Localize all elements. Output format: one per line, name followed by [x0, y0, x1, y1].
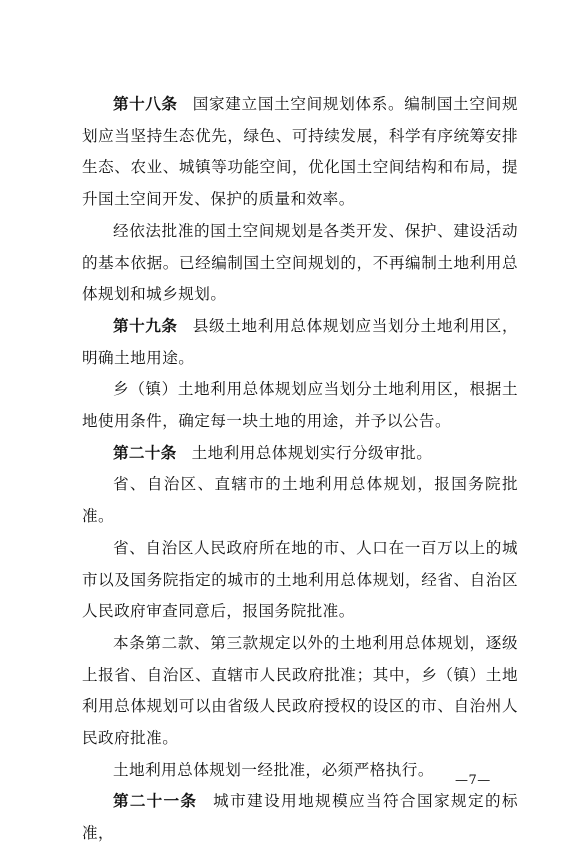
paragraph-text: 经依法批准的国土空间规划是各类开发、保护、建设活动的基本依据。已经编制国土空间规划的，不再编制土地利用总体规划和城乡规划。 [82, 221, 518, 304]
article-heading: 第十九条 [113, 316, 178, 335]
paragraph-text: 土地利用总体规划实行分级审批。 [191, 443, 433, 462]
paragraph-text: 国家建立国土空间规划体系。编制国土空间规划应当坚持生态优先，绿色、可持续发展，科学有序统筹安排生态、农业、城镇等功能空间，优化国土空间结构和布局，提升国土空间开发、保护的质量和效率。 [82, 95, 518, 209]
document-body [82, 89, 518, 850]
article-heading: 第二十条 [113, 443, 177, 462]
article-20-clause-5 [82, 755, 518, 787]
paragraph-text: 土地利用总体规划一经批准，必须严格执行。 [113, 760, 434, 779]
article-20-clause-4 [82, 628, 518, 755]
article-18-clause-2 [82, 216, 518, 311]
paragraph-text: 省、自治区、直辖市的土地利用总体规划，报国务院批准。 [82, 475, 518, 526]
article-19-clause-2 [82, 374, 518, 437]
paragraph-text: 省、自治区人民政府所在地的市、人口在一百万以上的城市以及国务院指定的城市的土地利用总体规划，经省、自治区人民政府审查同意后，报国务院批准。 [82, 538, 518, 621]
article-heading: 第二十一条 [113, 792, 198, 811]
article-20-clause-3 [82, 533, 518, 628]
article-21-paragraph [82, 786, 518, 849]
article-19-paragraph [82, 311, 518, 374]
paragraph-text: 城市建设用地规模应当符合国家规定的标准， [82, 792, 518, 843]
paragraph-text: 县级土地利用总体规划应当划分土地利用区，明确土地用途。 [82, 316, 518, 367]
article-20-paragraph [82, 438, 518, 470]
article-heading: 第十八条 [113, 95, 178, 113]
paragraph-text: 本条第二款、第三款规定以外的土地利用总体规划，逐级上报省、自治区、直辖市人民政府批准；其中，乡（镇）土地利用总体规划可以由省级人民政府授权的设区的市、自治州人民政府批准。 [82, 633, 518, 748]
paragraph-text: 乡（镇）土地利用总体规划应当划分土地利用区，根据土地使用条件，确定每一块土地的用途，并予以公告。 [82, 380, 518, 431]
article-20-clause-2 [82, 469, 518, 532]
page-number: —7— [455, 773, 491, 788]
article-18-paragraph [82, 89, 518, 216]
